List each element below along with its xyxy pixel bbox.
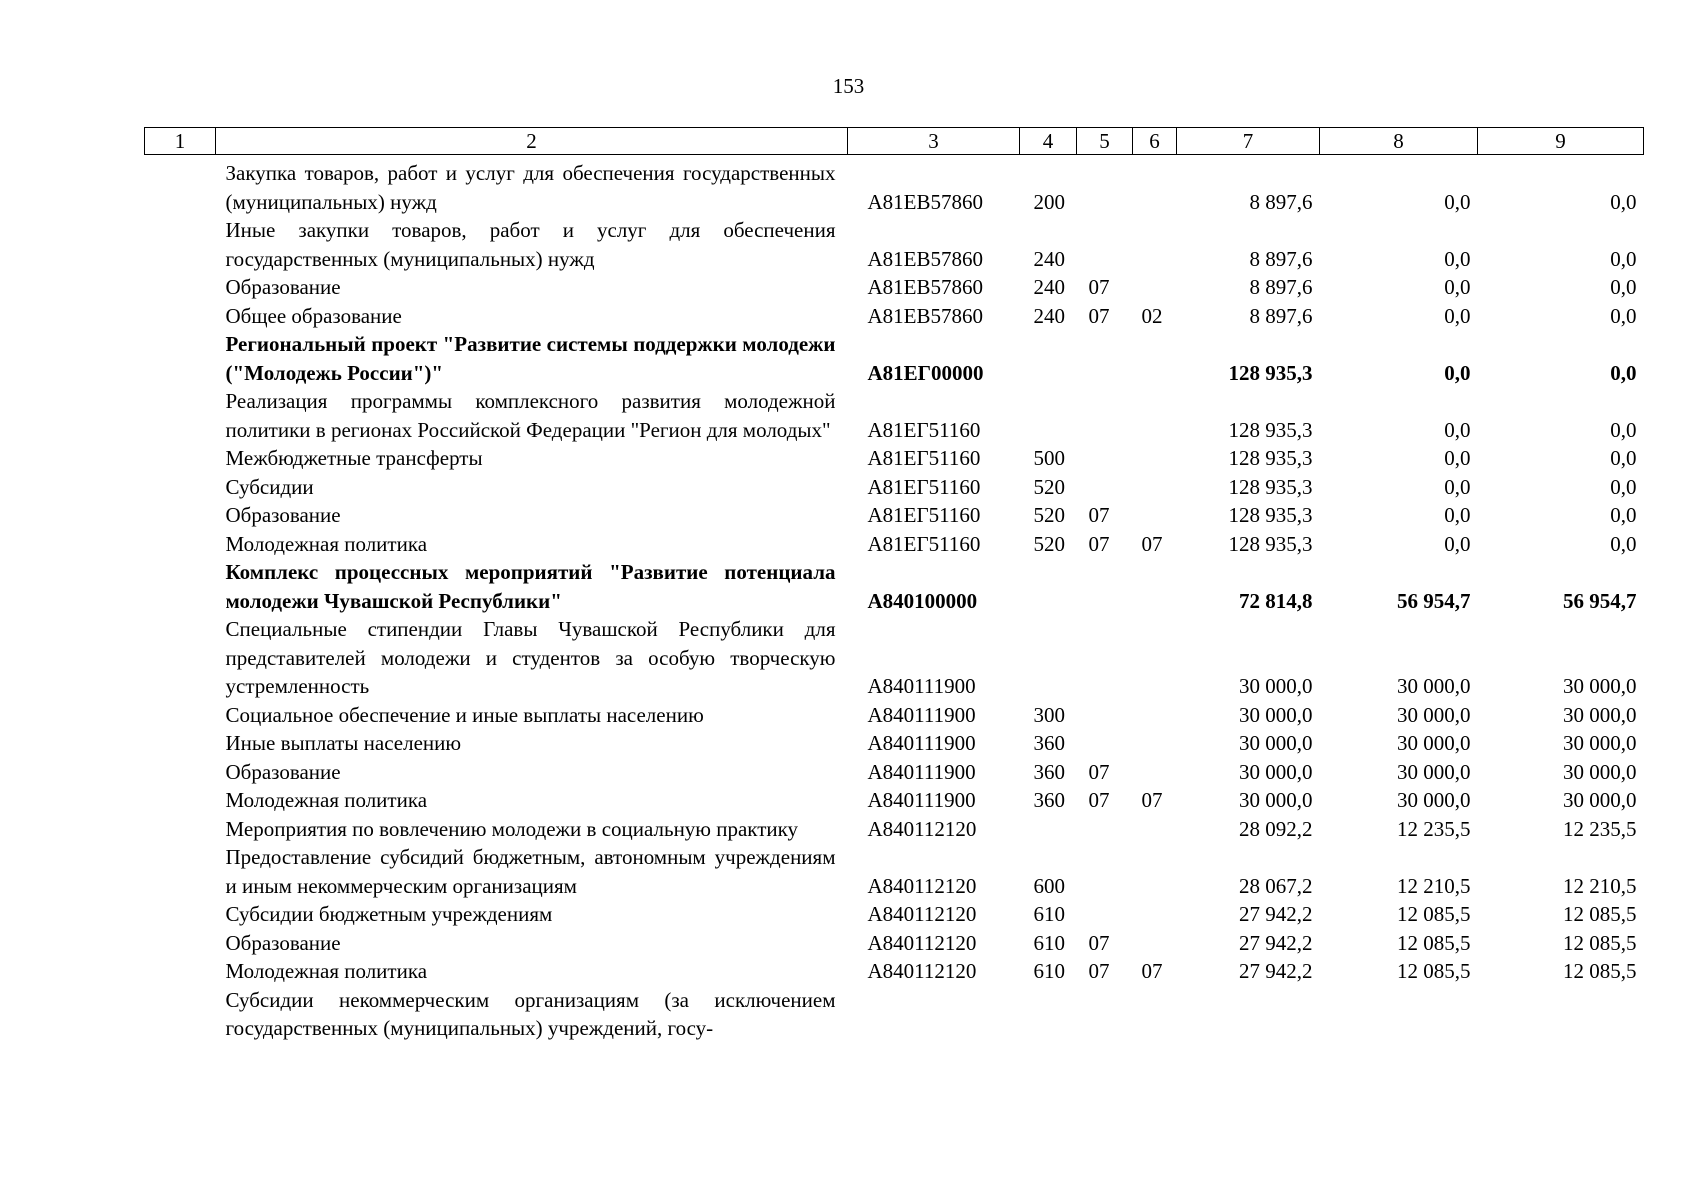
amount-column-9-cell: 0,0 [1610, 446, 1637, 470]
target-article-code-cell: А81ЕГ51160 [867, 417, 981, 442]
amount-column-9-cell: 30 000,0 [1563, 731, 1637, 755]
table-row [145, 387, 1644, 444]
section-cell: 07 [1088, 959, 1110, 983]
target-article-code-cell: А840112120 [867, 816, 977, 841]
column-1-cell [145, 957, 216, 986]
amount-column-8-cell: 30 000,0 [1397, 674, 1471, 698]
row-name-cell: Предоставление субсидий бюджетным, автономным учреждениям и иным некоммерческим организациям [225, 845, 836, 898]
column-1-cell [145, 758, 216, 787]
subsection-cell [1133, 387, 1177, 444]
table-row [145, 155, 1644, 217]
table-row [145, 786, 1644, 815]
target-article-code-cell: А81ЕВ57860 [867, 189, 983, 214]
amount-column-7-cell: 128 935,3 [1228, 360, 1313, 385]
expense-type-cell [1020, 387, 1077, 444]
table-row [145, 815, 1644, 844]
target-article-code-cell: А840112120 [867, 930, 977, 955]
section-cell: 07 [1088, 503, 1110, 527]
expense-type-cell: 520 [1033, 503, 1065, 527]
expense-type-cell [1020, 615, 1077, 701]
amount-column-9-cell: 0,0 [1610, 360, 1637, 385]
amount-column-7-cell: 27 942,2 [1239, 959, 1313, 983]
table-body [145, 155, 1644, 1043]
row-name-cell: Субсидии бюджетным учреждениям [225, 902, 553, 926]
row-name-cell: Образование [225, 503, 341, 527]
column-1-cell [145, 444, 216, 473]
expense-type-cell: 200 [1033, 189, 1065, 214]
row-name-cell: Образование [225, 759, 341, 784]
column-1-cell [145, 302, 216, 331]
row-name-cell: Реализация программы комплексного развития молодежной политики в регионах Российской Федерации "Регион для молодых" [225, 389, 836, 442]
table-row [145, 701, 1644, 730]
target-article-code-cell: А840111900 [867, 731, 976, 755]
subsection-cell [1133, 216, 1177, 273]
subsection-cell [1133, 473, 1177, 502]
amount-column-8-cell: 12 085,5 [1397, 959, 1471, 983]
row-name-cell: Мероприятия по вовлечению молодежи в социальную практику [225, 816, 799, 841]
amount-column-9-cell: 0,0 [1610, 503, 1637, 527]
expense-type-cell: 520 [1033, 531, 1065, 556]
section-cell [1077, 444, 1133, 473]
amount-column-8-cell: 30 000,0 [1397, 731, 1471, 755]
subsection-cell [1133, 155, 1177, 217]
amount-column-9-cell: 30 000,0 [1563, 702, 1637, 727]
section-cell [1077, 986, 1133, 1043]
expense-type-cell: 300 [1033, 702, 1065, 727]
amount-column-9-cell: 0,0 [1610, 189, 1637, 214]
amount-column-9-cell [1478, 986, 1644, 1043]
row-name-cell: Молодежная политика [225, 959, 428, 983]
amount-column-7-cell: 27 942,2 [1239, 930, 1313, 955]
column-1-cell [145, 558, 216, 615]
expense-type-cell: 520 [1033, 474, 1065, 499]
table-row [145, 615, 1644, 701]
row-name-cell: Иные закупки товаров, работ и услуг для обеспечения государственных (муниципальных) нужд [225, 218, 836, 271]
table-row [145, 957, 1644, 986]
amount-column-9-cell: 12 210,5 [1563, 873, 1637, 898]
amount-column-8-cell: 0,0 [1444, 360, 1471, 385]
section-cell [1077, 387, 1133, 444]
column-1-cell [145, 473, 216, 502]
target-article-code-cell: А81ЕГ51160 [867, 531, 981, 556]
target-article-code-cell: А840111900 [867, 674, 976, 698]
table-row [145, 530, 1644, 559]
subsection-cell [1133, 986, 1177, 1043]
target-article-code-cell: А840112120 [867, 873, 977, 898]
amount-column-7-cell: 30 000,0 [1239, 759, 1313, 784]
amount-column-7-cell: 72 814,8 [1239, 588, 1313, 613]
table-row [145, 900, 1644, 929]
expense-type-cell: 360 [1033, 731, 1065, 755]
column-1-cell [145, 615, 216, 701]
column-header-6: 6 [1133, 128, 1177, 155]
subsection-cell [1133, 273, 1177, 302]
subsection-cell: 07 [1141, 959, 1163, 983]
row-name-cell: Социальное обеспечение и иные выплаты населению [225, 702, 704, 727]
amount-column-8-cell: 0,0 [1444, 246, 1471, 271]
amount-column-9-cell: 0,0 [1610, 303, 1637, 328]
expense-type-cell [1020, 986, 1077, 1043]
column-1-cell [145, 330, 216, 387]
amount-column-7-cell: 128 935,3 [1228, 417, 1313, 442]
section-cell [1077, 558, 1133, 615]
column-1-cell [145, 273, 216, 302]
row-name-cell: Межбюджетные трансферты [225, 446, 483, 470]
section-cell [1077, 729, 1133, 758]
amount-column-7-cell: 28 067,2 [1239, 873, 1313, 898]
subsection-cell [1133, 330, 1177, 387]
column-1-cell [145, 815, 216, 844]
amount-column-7-cell: 27 942,2 [1239, 902, 1313, 926]
table-row [145, 758, 1644, 787]
amount-column-7-cell [1177, 986, 1320, 1043]
budget-table [144, 127, 1644, 1043]
amount-column-8-cell: 12 210,5 [1397, 873, 1471, 898]
amount-column-9-cell: 12 235,5 [1563, 816, 1637, 841]
target-article-code-cell: А81ЕВ57860 [867, 246, 983, 271]
amount-column-8-cell: 12 235,5 [1397, 816, 1471, 841]
target-article-code-cell [848, 986, 1020, 1043]
subsection-cell [1133, 815, 1177, 844]
row-name-cell: Образование [225, 930, 341, 955]
column-header-7: 7 [1177, 128, 1320, 155]
amount-column-9-cell: 12 085,5 [1563, 930, 1637, 955]
amount-column-8-cell: 12 085,5 [1397, 902, 1471, 926]
amount-column-9-cell: 0,0 [1610, 531, 1637, 556]
target-article-code-cell: А840111900 [867, 759, 976, 784]
table-row [145, 473, 1644, 502]
row-name-cell: Комплекс процессных мероприятий "Развитие потенциала молодежи Чувашской Республики" [225, 560, 836, 613]
amount-column-8-cell: 30 000,0 [1397, 702, 1471, 727]
subsection-cell [1133, 701, 1177, 730]
amount-column-8-cell: 0,0 [1444, 189, 1471, 214]
target-article-code-cell: А840100000 [867, 588, 978, 613]
table-row [145, 273, 1644, 302]
section-cell: 07 [1088, 759, 1110, 784]
table-row [145, 843, 1644, 900]
column-1-cell [145, 701, 216, 730]
amount-column-8-cell [1320, 986, 1478, 1043]
column-header-3: 3 [848, 128, 1020, 155]
amount-column-9-cell: 30 000,0 [1563, 759, 1637, 784]
section-cell [1077, 330, 1133, 387]
subsection-cell [1133, 900, 1177, 929]
amount-column-7-cell: 128 935,3 [1228, 474, 1313, 499]
subsection-cell: 07 [1141, 788, 1163, 812]
column-1-cell [145, 986, 216, 1043]
section-cell: 07 [1088, 788, 1110, 812]
page-number: 153 [832, 74, 865, 98]
row-name-cell: Образование [225, 275, 341, 299]
table-row [145, 986, 1644, 1043]
amount-column-8-cell: 0,0 [1444, 474, 1471, 499]
amount-column-7-cell: 128 935,3 [1228, 446, 1313, 470]
row-name-cell: Молодежная политика [225, 788, 428, 812]
amount-column-9-cell: 56 954,7 [1563, 588, 1637, 613]
amount-column-9-cell: 0,0 [1610, 246, 1637, 271]
subsection-cell: 07 [1141, 531, 1163, 556]
amount-column-9-cell: 0,0 [1610, 474, 1637, 499]
subsection-cell [1133, 729, 1177, 758]
subsection-cell: 02 [1141, 303, 1163, 328]
section-cell [1077, 815, 1133, 844]
row-name-cell: Молодежная политика [225, 531, 428, 556]
column-header-8: 8 [1320, 128, 1478, 155]
amount-column-8-cell: 0,0 [1444, 531, 1471, 556]
row-name-cell: Иные выплаты населению [225, 731, 462, 755]
column-header-4: 4 [1020, 128, 1077, 155]
target-article-code-cell: А840112120 [867, 959, 977, 983]
amount-column-7-cell: 128 935,3 [1228, 531, 1313, 556]
amount-column-8-cell: 30 000,0 [1397, 788, 1471, 812]
amount-column-8-cell: 0,0 [1444, 275, 1471, 299]
column-1-cell [145, 216, 216, 273]
amount-column-8-cell: 56 954,7 [1397, 588, 1471, 613]
amount-column-7-cell: 28 092,2 [1239, 816, 1313, 841]
subsection-cell [1133, 843, 1177, 900]
column-header-2: 2 [216, 128, 848, 155]
expense-type-cell: 360 [1033, 788, 1065, 812]
amount-column-7-cell: 8 897,6 [1249, 189, 1313, 214]
expense-type-cell [1020, 330, 1077, 387]
amount-column-7-cell: 30 000,0 [1239, 788, 1313, 812]
amount-column-9-cell: 12 085,5 [1563, 959, 1637, 983]
table-row [145, 929, 1644, 958]
target-article-code-cell: А840111900 [867, 702, 976, 727]
column-header-1: 1 [145, 128, 216, 155]
amount-column-9-cell: 0,0 [1610, 417, 1637, 442]
target-article-code-cell: А81ЕГ51160 [867, 503, 981, 527]
expense-type-cell: 600 [1033, 873, 1065, 898]
subsection-cell [1133, 758, 1177, 787]
row-name-cell: Специальные стипендии Главы Чувашской Республики для представителей молодежи и студентов за особую творческую устремленность [225, 617, 836, 698]
target-article-code-cell: А840111900 [867, 788, 976, 812]
subsection-cell [1133, 615, 1177, 701]
row-name-cell: Региональный проект "Развитие системы поддержки молодежи ("Молодежь России")" [225, 332, 836, 385]
column-1-cell [145, 501, 216, 530]
amount-column-8-cell: 0,0 [1444, 417, 1471, 442]
subsection-cell [1133, 444, 1177, 473]
expense-type-cell: 240 [1033, 246, 1065, 271]
amount-column-9-cell: 0,0 [1610, 275, 1637, 299]
section-cell [1077, 216, 1133, 273]
column-1-cell [145, 843, 216, 900]
expense-type-cell: 610 [1033, 902, 1065, 926]
section-cell: 07 [1088, 531, 1110, 556]
subsection-cell [1133, 501, 1177, 530]
section-cell: 07 [1088, 930, 1110, 955]
expense-type-cell: 500 [1033, 446, 1065, 470]
section-cell [1077, 843, 1133, 900]
section-cell [1077, 900, 1133, 929]
expense-type-cell: 360 [1033, 759, 1065, 784]
amount-column-9-cell: 12 085,5 [1563, 902, 1637, 926]
target-article-code-cell: А81ЕГ51160 [867, 474, 981, 499]
section-cell: 07 [1088, 275, 1110, 299]
subsection-cell [1133, 929, 1177, 958]
table-row [145, 216, 1644, 273]
column-1-cell [145, 155, 216, 217]
table-row [145, 330, 1644, 387]
amount-column-7-cell: 30 000,0 [1239, 702, 1313, 727]
expense-type-cell: 610 [1033, 959, 1065, 983]
amount-column-9-cell: 30 000,0 [1563, 788, 1637, 812]
column-1-cell [145, 729, 216, 758]
section-cell [1077, 155, 1133, 217]
target-article-code-cell: А81ЕГ00000 [867, 360, 984, 385]
table-row [145, 558, 1644, 615]
row-name-cell: Закупка товаров, работ и услуг для обеспечения государственных (муниципальных) нужд [225, 161, 836, 214]
column-1-cell [145, 900, 216, 929]
target-article-code-cell: А81ЕВ57860 [867, 303, 983, 328]
amount-column-8-cell: 30 000,0 [1397, 759, 1471, 784]
column-1-cell [145, 530, 216, 559]
amount-column-7-cell: 8 897,6 [1249, 246, 1313, 271]
target-article-code-cell: А840112120 [867, 902, 977, 926]
expense-type-cell: 610 [1033, 930, 1065, 955]
section-cell [1077, 701, 1133, 730]
amount-column-8-cell: 12 085,5 [1397, 930, 1471, 955]
column-header-9: 9 [1478, 128, 1644, 155]
amount-column-8-cell: 0,0 [1444, 503, 1471, 527]
target-article-code-cell: А81ЕГ51160 [867, 446, 981, 470]
table-row [145, 444, 1644, 473]
subsection-cell [1133, 558, 1177, 615]
target-article-code-cell: А81ЕВ57860 [867, 275, 983, 299]
amount-column-7-cell: 8 897,6 [1249, 275, 1313, 299]
column-header-5: 5 [1077, 128, 1133, 155]
column-number-row [145, 128, 1644, 155]
section-cell [1077, 615, 1133, 701]
section-cell [1077, 473, 1133, 502]
amount-column-7-cell: 8 897,6 [1249, 303, 1313, 328]
column-1-cell [145, 387, 216, 444]
amount-column-8-cell: 0,0 [1444, 446, 1471, 470]
table-row [145, 501, 1644, 530]
section-cell: 07 [1088, 303, 1110, 328]
table-row [145, 729, 1644, 758]
amount-column-7-cell: 128 935,3 [1228, 503, 1313, 527]
amount-column-8-cell: 0,0 [1444, 303, 1471, 328]
expense-type-cell: 240 [1033, 303, 1065, 328]
column-1-cell [145, 786, 216, 815]
amount-column-7-cell: 30 000,0 [1239, 674, 1313, 698]
expense-type-cell: 240 [1033, 275, 1065, 299]
column-1-cell [145, 929, 216, 958]
row-name-cell: Общее образование [225, 303, 402, 328]
amount-column-9-cell: 30 000,0 [1563, 674, 1637, 698]
amount-column-7-cell: 30 000,0 [1239, 731, 1313, 755]
row-name-cell: Субсидии некоммерческим организациям (за исключением государственных (муниципальных) учреждений, госу- [225, 987, 836, 1040]
table-row [145, 302, 1644, 331]
row-name-cell: Субсидии [225, 474, 314, 499]
expense-type-cell [1020, 815, 1077, 844]
expense-type-cell [1020, 558, 1077, 615]
